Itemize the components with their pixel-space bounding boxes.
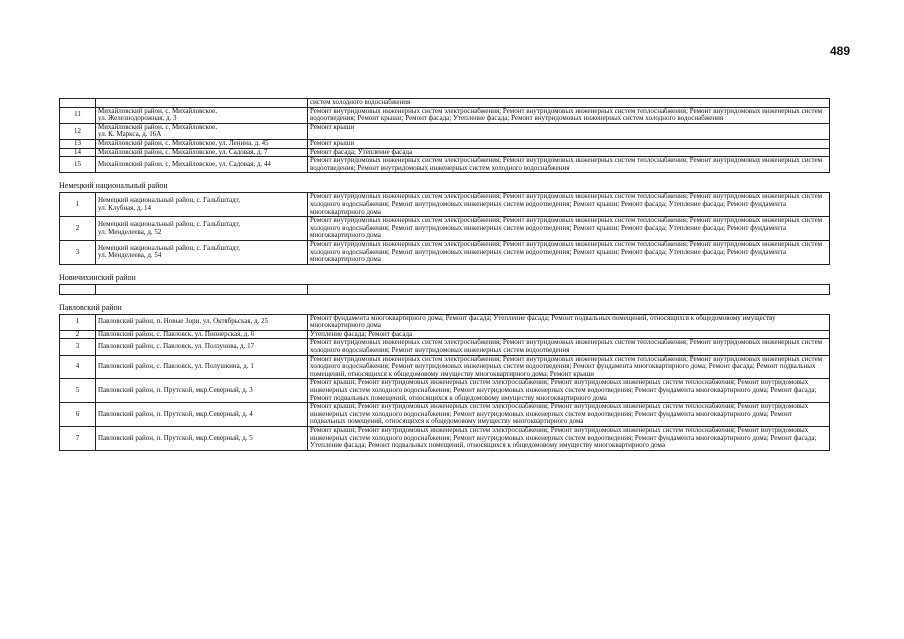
row-number: 5 xyxy=(60,379,96,403)
address-line: ул. Железнодорожная, д. 3 xyxy=(98,114,177,123)
works-cell: Ремонт внутридомовых инженерных систем электроснабжения; Ремонт внутридомовых инженерных систем теплоснабжения; Ремонт внутридомовых инженерных систем водоотведения; Ремонт крыши; Ремонт фасада; Утепление фасада; Ремонт внутридомовых инженерных систем холодного водоснабжения xyxy=(308,107,830,123)
address-line: Михайловский район, с. Михайловское, ул. Садовая, д. 44 xyxy=(98,159,271,168)
address-cell xyxy=(96,157,308,173)
row-number: 1 xyxy=(60,193,96,217)
mikhailovsky-table xyxy=(59,98,830,173)
address-line: ул. К. Маркса, д. 16А xyxy=(98,130,162,139)
table-row xyxy=(60,427,830,451)
nemetsky-table xyxy=(59,192,830,264)
address-line: Павловский район, п. Прутской, мкр.Северный, д. 3 xyxy=(98,386,253,395)
table-cell xyxy=(60,284,96,294)
address-line: Павловский район, п. Прутской, мкр.Северный, д. 4 xyxy=(98,409,253,418)
address-line: Павловский район, п. Прутской, мкр.Северный, д. 5 xyxy=(98,433,253,442)
address-line: Павловский район, с. Павловск, ул. Полушкина, д. 1 xyxy=(98,362,254,371)
pavlovsky-table xyxy=(59,314,830,451)
address-line: ул. Менделеева, д. 52 xyxy=(98,227,162,236)
row-number: 13 xyxy=(60,139,96,148)
address-cell xyxy=(96,403,308,427)
row-number: 1 xyxy=(60,314,96,330)
works-cell: Утепление фасада; Ремонт фасада xyxy=(308,330,830,339)
row-number: 2 xyxy=(60,217,96,241)
row-number: 2 xyxy=(60,330,96,339)
address-cell xyxy=(96,148,308,157)
row-number: 14 xyxy=(60,148,96,157)
table-row xyxy=(60,379,830,403)
document-sheet xyxy=(59,98,829,451)
table-row xyxy=(60,123,830,139)
address-cell xyxy=(96,330,308,339)
address-cell xyxy=(96,339,308,355)
table-cell xyxy=(308,284,830,294)
works-cell: Ремонт фасада; Утепление фасада xyxy=(308,148,830,157)
address-line: Павловский район, с. Павловск, ул. Ползунова, д. 17 xyxy=(98,342,255,351)
novichikhinsky-table xyxy=(59,284,830,295)
row-number: 3 xyxy=(60,240,96,264)
works-cell: Ремонт крыши; Ремонт внутридомовых инженерных систем электроснабжения; Ремонт внутридомовых инженерных систем теплоснабжения; Ремонт внутридомовых инженерных систем холодного водоснабжения; Ремонт внутридомовых инженерных систем водоотведения; Ремонт фундамента многоквартирного дома; Ремонт подвальных помещений, относящихся к общедомовому имуществу многоквартирного дома xyxy=(308,403,830,427)
address-line: Немецкий национальный район, с. Гальбштадт, xyxy=(98,243,240,252)
table-row xyxy=(60,107,830,123)
address-line: Немецкий национальный район, с. Гальбштадт, xyxy=(98,219,240,228)
address-line: Немецкий национальный район, с. Гальбштадт, xyxy=(98,196,240,205)
address-cell xyxy=(96,107,308,123)
table-row xyxy=(60,339,830,355)
works-cell: Ремонт фундамента многоквартирного дома; Ремонт фасада; Утепление фасада; Ремонт подвальных помещений, относящихся к общедомовому имуществу многоквартирного дома xyxy=(308,314,830,330)
works-cell: Ремонт внутридомовых инженерных систем электроснабжения; Ремонт внутридомовых инженерных систем теплоснабжения; Ремонт внутридомовых инженерных систем водоотведения; Ремонт внутридомовых инженерных систем холодного водоснабжения xyxy=(308,157,830,173)
address-cell xyxy=(96,123,308,139)
section-title-nemetsky: Немецкий национальный район xyxy=(59,181,168,191)
row-number: 12 xyxy=(60,123,96,139)
row-number: 7 xyxy=(60,427,96,451)
continuation-row xyxy=(60,99,830,108)
address-cell xyxy=(96,355,308,379)
works-cell: Ремонт крыши xyxy=(308,123,830,139)
works-cell: Ремонт внутридомовых инженерных систем электроснабжения; Ремонт внутридомовых инженерных систем теплоснабжения; Ремонт внутридомовых инженерных систем холодного водоснабжения; Ремонт внутридомовых инженерных систем водоотведения; Ремонт крыши; Ремонт фасада; Утепление фасада; Ремонт фундамента многоквартирного дома xyxy=(308,193,830,217)
address-line: Михайловский район, с. Михайловское, ул. Ленина, д. 45 xyxy=(98,139,269,147)
address-cell xyxy=(96,240,308,264)
address-line: Михайловский район, с. Михайловское, xyxy=(98,123,218,131)
works-cell: Ремонт внутридомовых инженерных систем электроснабжения; Ремонт внутридомовых инженерных систем теплоснабжения; Ремонт внутридомовых инженерных систем холодного водоснабжения; Ремонт внутридомовых инженерных систем водоотведения; Ремонт фундамента многоквартирного дома; Ремонт фасада; Ремонт подвальных помещений, относящихся к общедомовому имуществу многоквартирного дома; Ремонт крыши xyxy=(308,355,830,379)
section-title-novichikhinsky: Новичихинский район xyxy=(59,272,136,282)
table-row xyxy=(60,193,830,217)
table-cell xyxy=(96,99,308,108)
section-title-pavlovsky: Павловский район xyxy=(59,302,122,312)
table-cell xyxy=(60,99,96,108)
address-line: Михайловский район, с. Михайловское, xyxy=(98,107,218,115)
row-number: 11 xyxy=(60,107,96,123)
works-cell: Ремонт крыши xyxy=(308,139,830,148)
row-number: 6 xyxy=(60,403,96,427)
table-row xyxy=(60,240,830,264)
address-line: ул. Менделеева, д. 54 xyxy=(98,251,162,260)
page-number: 489 xyxy=(830,44,851,58)
address-cell xyxy=(96,217,308,241)
works-cell: Ремонт крыши; Ремонт внутридомовых инженерных систем электроснабжения; Ремонт внутридомовых инженерных систем теплоснабжения; Ремонт внутридомовых инженерных систем холодного водоснабжения; Ремонт внутридомовых инженерных систем водоотведения; Ремонт фундамента многоквартирного дома; Ремонт фасада; Ремонт подвальных помещений, относящихся к общедомовому имуществу многоквартирного дома xyxy=(308,379,830,403)
table-row xyxy=(60,355,830,379)
table-row xyxy=(60,157,830,173)
table-row xyxy=(60,217,830,241)
address-line: Михайловский район, с. Михайловское, ул. Садовая, д. 7 xyxy=(98,148,268,156)
works-cell: Ремонт крыши; Ремонт внутридомовых инженерных систем электроснабжения; Ремонт внутридомовых инженерных систем теплоснабжения; Ремонт внутридомовых инженерных систем холодного водоснабжения; Ремонт внутридомовых инженерных систем водоотведения; Ремонт фундамента многоквартирного дома; Ремонт фасада; Утепление фасада; Ремонт подвальных помещений, относящихся к общедомовому имуществу многоквартирного дома xyxy=(308,427,830,451)
row-number: 4 xyxy=(60,355,96,379)
address-line: Павловский район, п. Новые Зори, ул. Октябрьская, д. 25 xyxy=(98,317,269,326)
row-number: 3 xyxy=(60,339,96,355)
table-row xyxy=(60,139,830,148)
address-line: ул. Клубная, д. 14 xyxy=(98,203,151,212)
works-cell: Ремонт внутридомовых инженерных систем электроснабжения; Ремонт внутридомовых инженерных систем теплоснабжения; Ремонт внутридомовых инженерных систем холодного водоснабжения; Ремонт внутридомовых инженерных систем водоотведения xyxy=(308,339,830,355)
row-number: 15 xyxy=(60,157,96,173)
address-cell xyxy=(96,193,308,217)
works-cell: Ремонт внутридомовых инженерных систем электроснабжения; Ремонт внутридомовых инженерных систем теплоснабжения; Ремонт внутридомовых инженерных систем холодного водоснабжения; Ремонт внутридомовых инженерных систем водоотведения; Ремонт крыши; Ремонт фасада; Утепление фасада; Ремонт фундамента многоквартирного дома xyxy=(308,217,830,241)
table-row xyxy=(60,314,830,330)
table-cell xyxy=(96,284,308,294)
works-cell: Ремонт внутридомовых инженерных систем электроснабжения; Ремонт внутридомовых инженерных систем теплоснабжения; Ремонт внутридомовых инженерных систем холодного водоснабжения; Ремонт внутридомовых инженерных систем водоотведения; Ремонт крыши; Ремонт фасада; Утепление фасада; Ремонт фундамента многоквартирного дома xyxy=(308,240,830,264)
address-cell xyxy=(96,379,308,403)
address-cell xyxy=(96,139,308,148)
address-cell xyxy=(96,427,308,451)
continuation-cell: систем холодного водоснабжения xyxy=(308,99,830,108)
address-cell xyxy=(96,314,308,330)
empty-row xyxy=(60,284,830,294)
table-row xyxy=(60,403,830,427)
address-line: Павловский район, с. Павловск, ул. Пионерская, д. 6 xyxy=(98,330,255,338)
